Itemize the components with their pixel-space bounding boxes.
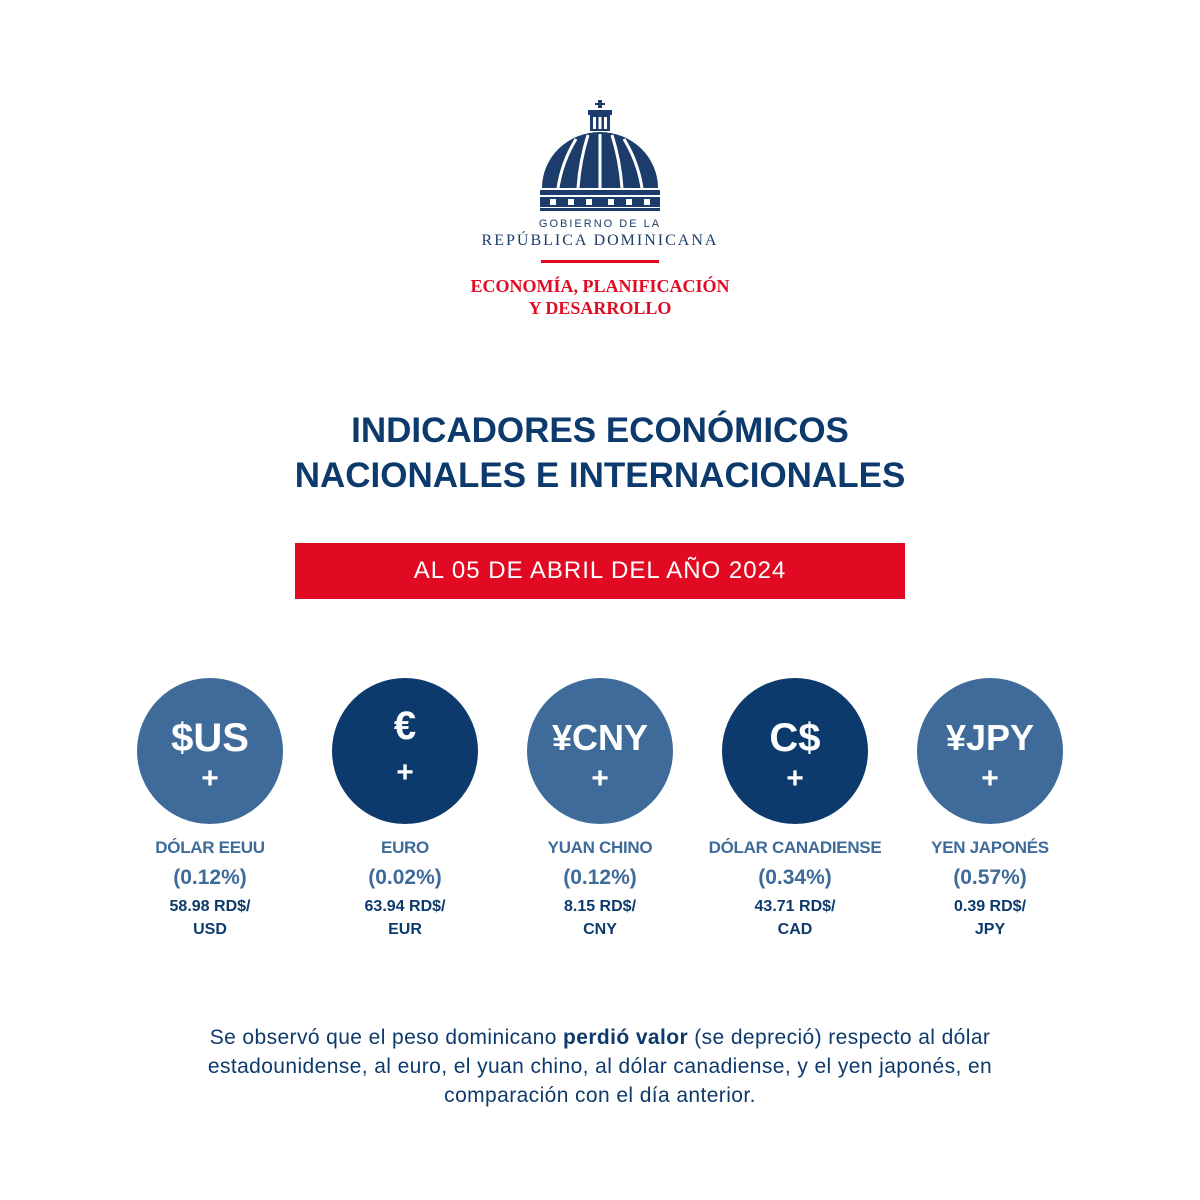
currency-name: DÓLAR EEUU [155, 838, 265, 857]
logo-divider [541, 260, 659, 263]
currency-circle [137, 678, 283, 824]
rate-code: CAD [777, 921, 813, 938]
date-banner [295, 543, 905, 599]
currency-circle [527, 678, 673, 824]
plus-icon: + [591, 762, 609, 795]
plus-icon: + [981, 762, 999, 795]
currency-change: (0.12%) [173, 866, 247, 889]
rate-code: USD [193, 921, 227, 938]
currency-symbol: ¥CNY [551, 717, 649, 758]
ministry-line-2: Y DESARROLLO [528, 298, 672, 318]
currency-symbol: € [393, 704, 417, 748]
currency-name: YEN JAPONÉS [931, 838, 1049, 857]
rate-value: 0.39 RD$/ [953, 898, 1027, 915]
currency-name: DÓLAR CANADIENSE [708, 838, 882, 857]
title-line-2: NACIONALES E INTERNACIONALES [294, 456, 906, 495]
currency-change: (0.34%) [758, 866, 832, 889]
note-emphasis: perdió valor [563, 1026, 689, 1049]
rate-code: CNY [583, 921, 617, 938]
plus-icon: + [786, 762, 804, 795]
rate-code: JPY [974, 921, 1006, 938]
currency-symbol: ¥JPY [945, 717, 1035, 758]
currency-circle [722, 678, 868, 824]
currency-symbol: C$ [769, 716, 821, 760]
currency-change: (0.57%) [953, 866, 1027, 889]
date-label: AL 05 DE ABRIL DEL AÑO 2024 [413, 557, 787, 584]
ministry-name [0, 275, 1200, 319]
rate-value: 43.71 RD$/ [754, 898, 836, 915]
note-part-2: (se depreció) respecto al dólar estadounidense, al euro, el yuan chino, al dólar canadiense, y el yen japonés, en comparación con el día anterior. [207, 1026, 993, 1107]
currency-circle [332, 678, 478, 824]
title-line-1: INDICADORES ECONÓMICOS [351, 411, 849, 450]
summary-note [150, 1023, 1050, 1110]
government-logo [0, 100, 1200, 319]
plus-icon: + [201, 762, 219, 795]
ministry-line-1: ECONOMÍA, PLANIFICACIÓN [470, 276, 730, 296]
dome-icon [540, 100, 660, 212]
gov-small-text: GOBIERNO DE LA [538, 218, 662, 230]
currency-jpy [875, 678, 1105, 941]
rate-value: 8.15 RD$/ [563, 898, 637, 915]
plus-icon: + [396, 756, 414, 789]
currency-symbol: $US [171, 716, 249, 760]
rate-value: 63.94 RD$/ [364, 898, 446, 915]
gov-main-text: REPÚBLICA DOMINICANA [481, 232, 719, 249]
note-part-1: Se observó que el peso dominicano [209, 1026, 564, 1049]
currency-rate [875, 895, 1105, 941]
currency-change: (0.02%) [368, 866, 442, 889]
rate-value: 58.98 RD$/ [169, 898, 251, 915]
currency-change: (0.12%) [563, 866, 637, 889]
currency-name: EURO [381, 838, 429, 857]
page-title [0, 408, 1200, 498]
currency-circle [917, 678, 1063, 824]
rate-code: EUR [388, 921, 422, 938]
currency-list [0, 678, 1200, 958]
currency-name: YUAN CHINO [547, 838, 653, 857]
